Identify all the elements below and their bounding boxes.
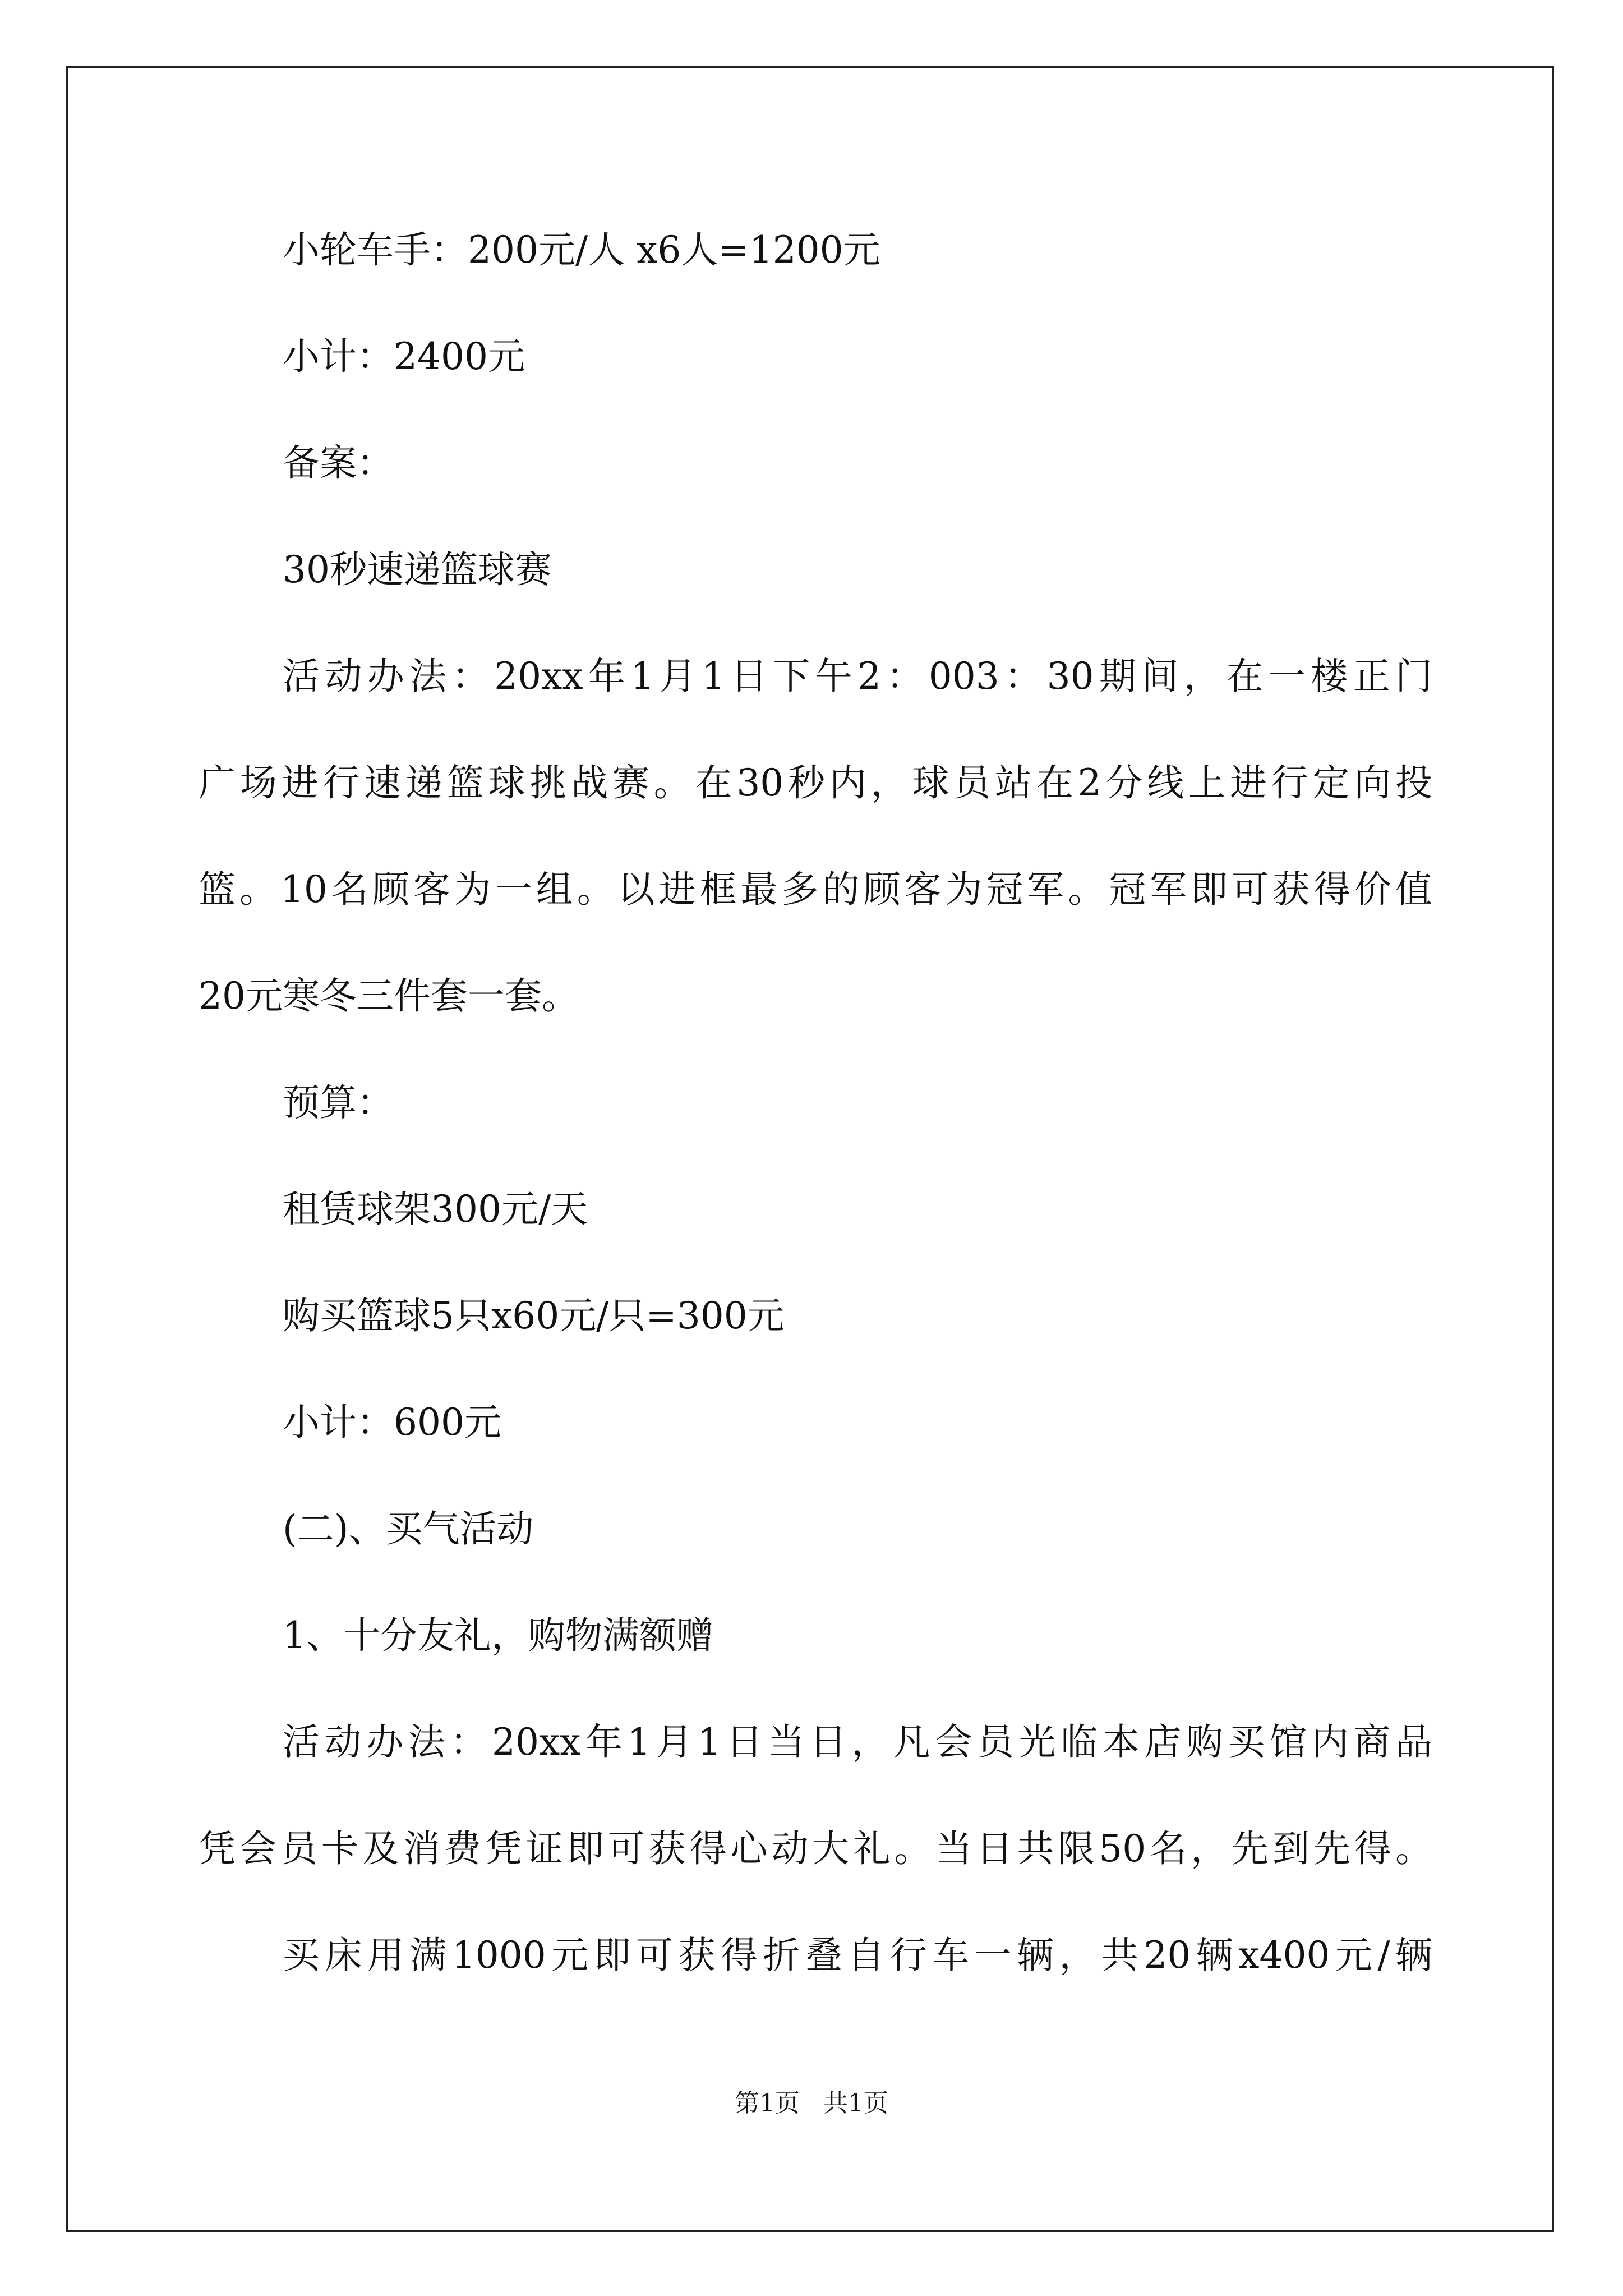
page-number: 第1页 xyxy=(735,2089,800,2118)
page-total: 共1页 xyxy=(823,2089,888,2118)
text-line-17: 买床用满1000元即可获得折叠自行车一辆，共20辆x400元/辆 xyxy=(283,1934,1432,1977)
text-line-13: (二)、买气活动 xyxy=(283,1507,534,1550)
text-line-5: 活动办法：20xx年1月1日下午2：003：30期间，在一楼正门 xyxy=(283,655,1432,698)
page-footer xyxy=(0,2087,1623,2120)
text-line-6: 广场进行速递篮球挑战赛。在30秒内，球员站在2分线上进行定向投 xyxy=(199,761,1432,804)
text-line-16: 凭会员卡及消费凭证即可获得心动大礼。当日共限50名，先到先得。 xyxy=(199,1827,1432,1870)
text-line-14: 1、十分友礼，购物满额赠 xyxy=(283,1614,713,1657)
text-line-7: 篮。10名顾客为一组。以进框最多的顾客为冠军。冠军即可获得价值 xyxy=(199,868,1432,911)
text-line-10: 租赁球架300元/天 xyxy=(283,1188,588,1231)
text-line-12: 小计：600元 xyxy=(283,1401,501,1444)
text-line-9: 预算： xyxy=(283,1081,394,1124)
text-line-1: 小轮车手：200元/人 x6人=1200元 xyxy=(283,228,880,272)
page-border xyxy=(66,66,1554,2232)
text-line-11: 购买篮球5只x60元/只=300元 xyxy=(283,1294,785,1337)
text-line-4: 30秒速递篮球赛 xyxy=(283,548,552,591)
text-line-3: 备案： xyxy=(283,441,394,485)
text-line-2: 小计：2400元 xyxy=(283,335,525,378)
text-line-8: 20元寒冬三件套一套。 xyxy=(199,974,579,1018)
text-line-15: 活动办法：20xx年1月1日当日，凡会员光临本店购买馆内商品 xyxy=(283,1720,1432,1764)
